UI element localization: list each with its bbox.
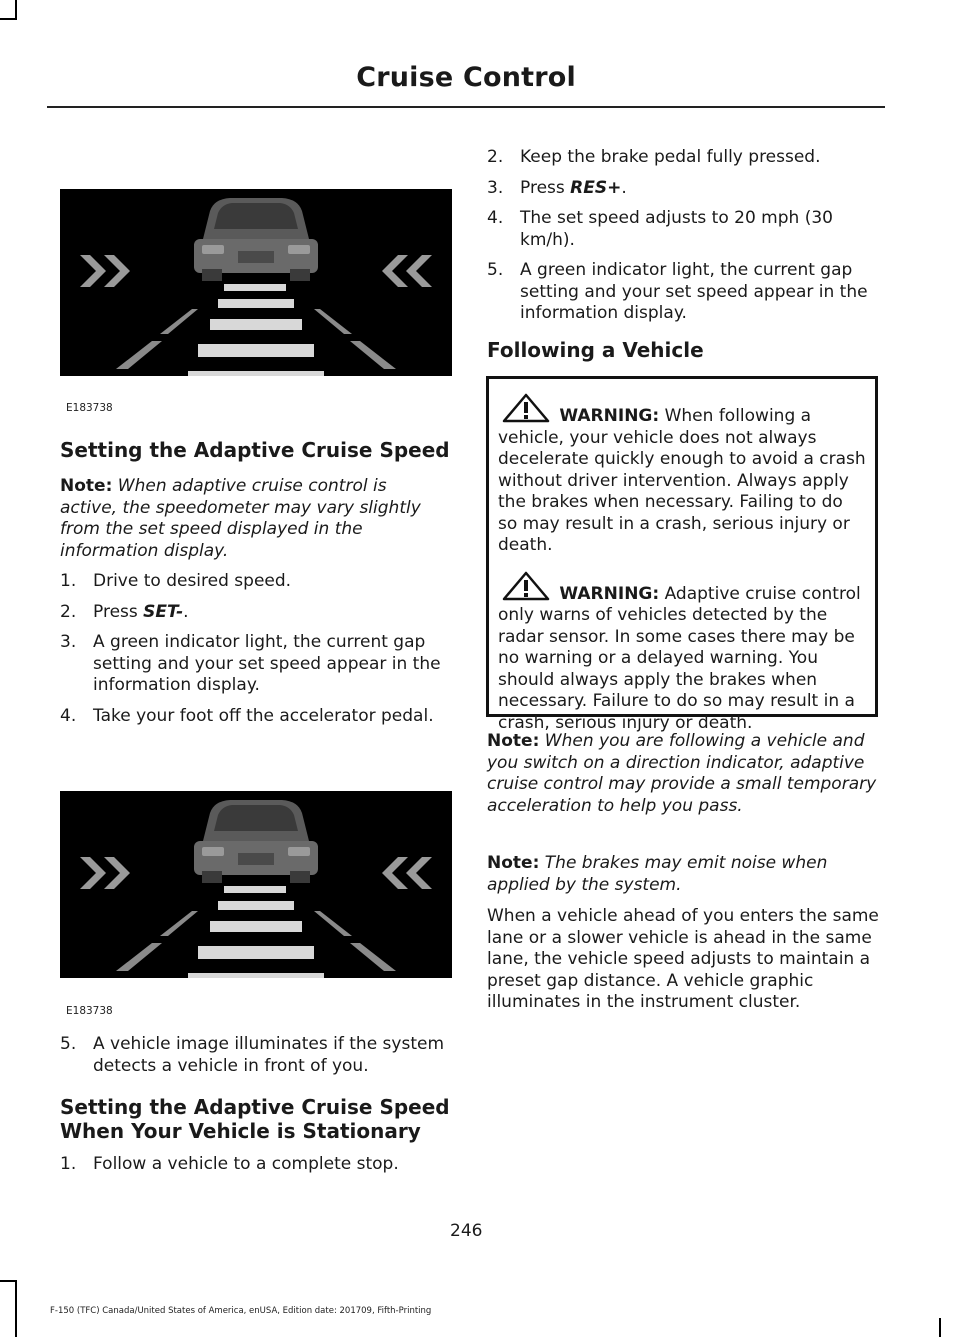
warning-paragraph <box>498 393 867 557</box>
step-number: 2. <box>487 147 504 167</box>
step-text: A vehicle image illuminates if the system detects a vehicle in front of you. <box>93 1034 445 1076</box>
button-name: SET- <box>143 601 184 622</box>
section-heading: Setting the Adaptive Cruise Speed <box>60 438 450 462</box>
step-text: Keep the brake pedal fully pressed. <box>520 147 821 167</box>
list-item <box>487 260 879 325</box>
step-text: A green indicator light, the current gap setting and your set speed appear in the information display. <box>520 260 868 323</box>
warning-text: Adaptive cruise control only warns of vehicles detected by the radar sensor. In some cases there may be no warning or a delayed warning. You should always apply the brakes when necessary. Failure to do so may result in a crash, serious injury or death. <box>498 583 861 733</box>
step-text: Take your foot off the accelerator pedal. <box>93 705 434 726</box>
button-name: RES+ <box>570 177 622 198</box>
warning-label: WARNING: <box>559 406 660 426</box>
step-number: 3. <box>487 177 504 198</box>
warning-triangle-icon <box>498 393 554 423</box>
crop-mark <box>0 1280 17 1282</box>
section-heading: Following a Vehicle <box>487 338 704 362</box>
note-label: Note: <box>60 476 113 496</box>
steps-list <box>60 1154 452 1176</box>
body-paragraph: When a vehicle ahead of you enters the same lane or a slower vehicle is ahead in the same lane, the vehicle speed adjusts to maintain a preset gap distance. A vehicle graphic illuminates in the instrument cluster. <box>487 906 879 1012</box>
step-number: 4. <box>487 208 504 228</box>
car-ahead-illustration <box>60 791 452 978</box>
list-item <box>487 178 879 200</box>
steps-list <box>60 1034 452 1077</box>
step-number: 4. <box>60 705 77 726</box>
note-text: When you are following a vehicle and you switch on a direction indicator, adaptive cruise control may provide a small temporary acceleration to help you pass. <box>487 731 877 816</box>
note-label: Note: <box>487 731 540 751</box>
warning-triangle-icon <box>498 571 554 601</box>
step-number: 1. <box>60 571 77 591</box>
step-text: Press <box>520 177 571 198</box>
note-text: The brakes may emit noise when applied by the system. <box>487 853 828 895</box>
step-text: Drive to desired speed. <box>93 571 292 591</box>
warning-label: WARNING: <box>559 583 660 604</box>
page-title: Cruise Control <box>356 62 576 93</box>
note-label: Note: <box>487 853 540 873</box>
crop-mark <box>0 18 17 20</box>
note-paragraph <box>487 731 882 817</box>
list-item <box>60 1154 452 1176</box>
crop-mark <box>15 1280 17 1337</box>
list-item <box>60 632 452 697</box>
header-rule <box>47 106 885 108</box>
figure-adaptive-cruise-display <box>60 791 452 978</box>
note-paragraph <box>487 853 879 896</box>
crop-mark <box>939 1318 941 1337</box>
step-text: A green indicator light, the current gap setting and your set speed appear in the information display. <box>93 632 441 695</box>
edition-footer: F-150 (TFC) Canada/United States of America, enUSA, Edition date: 201709, Fifth-Printing <box>50 1306 432 1316</box>
list-item <box>487 147 879 169</box>
list-item <box>60 1034 452 1077</box>
steps-list <box>60 571 452 727</box>
list-item <box>60 706 452 728</box>
step-number: 2. <box>60 601 77 622</box>
list-item <box>487 208 879 251</box>
figure-code: E183738 <box>66 402 113 414</box>
note-paragraph <box>60 476 440 562</box>
note-text: When adaptive cruise control is active, the speedometer may vary slightly from the set speed displayed in the information display. <box>60 476 421 561</box>
warning-box <box>486 376 878 733</box>
figure-code: E183738 <box>66 1005 113 1017</box>
step-number: 3. <box>60 632 77 652</box>
step-text: The set speed adjusts to 20 mph (30 km/h). <box>520 208 833 250</box>
car-ahead-illustration <box>60 189 452 376</box>
step-text: . <box>183 601 189 622</box>
warning-paragraph <box>498 571 867 735</box>
step-number: 5. <box>487 260 504 280</box>
figure-adaptive-cruise-display <box>60 189 452 376</box>
list-item <box>60 602 452 624</box>
warning-text: When following a vehicle, your vehicle does not always decelerate quickly enough to avoid a crash without driver intervention. Always apply the brakes when necessary. Failing to do so may result in a crash, serious injury or death. <box>498 406 866 555</box>
step-text: . <box>621 177 627 198</box>
step-text: Follow a vehicle to a complete stop. <box>93 1154 399 1174</box>
crop-mark <box>15 0 17 20</box>
list-item <box>60 571 452 593</box>
step-number: 1. <box>60 1154 77 1174</box>
section-heading: Setting the Adaptive Cruise Speed When Your Vehicle is Stationary <box>60 1095 450 1143</box>
steps-list <box>487 147 879 325</box>
step-text: Press <box>93 601 144 622</box>
page-number: 246 <box>450 1221 483 1241</box>
step-number: 5. <box>60 1034 77 1054</box>
